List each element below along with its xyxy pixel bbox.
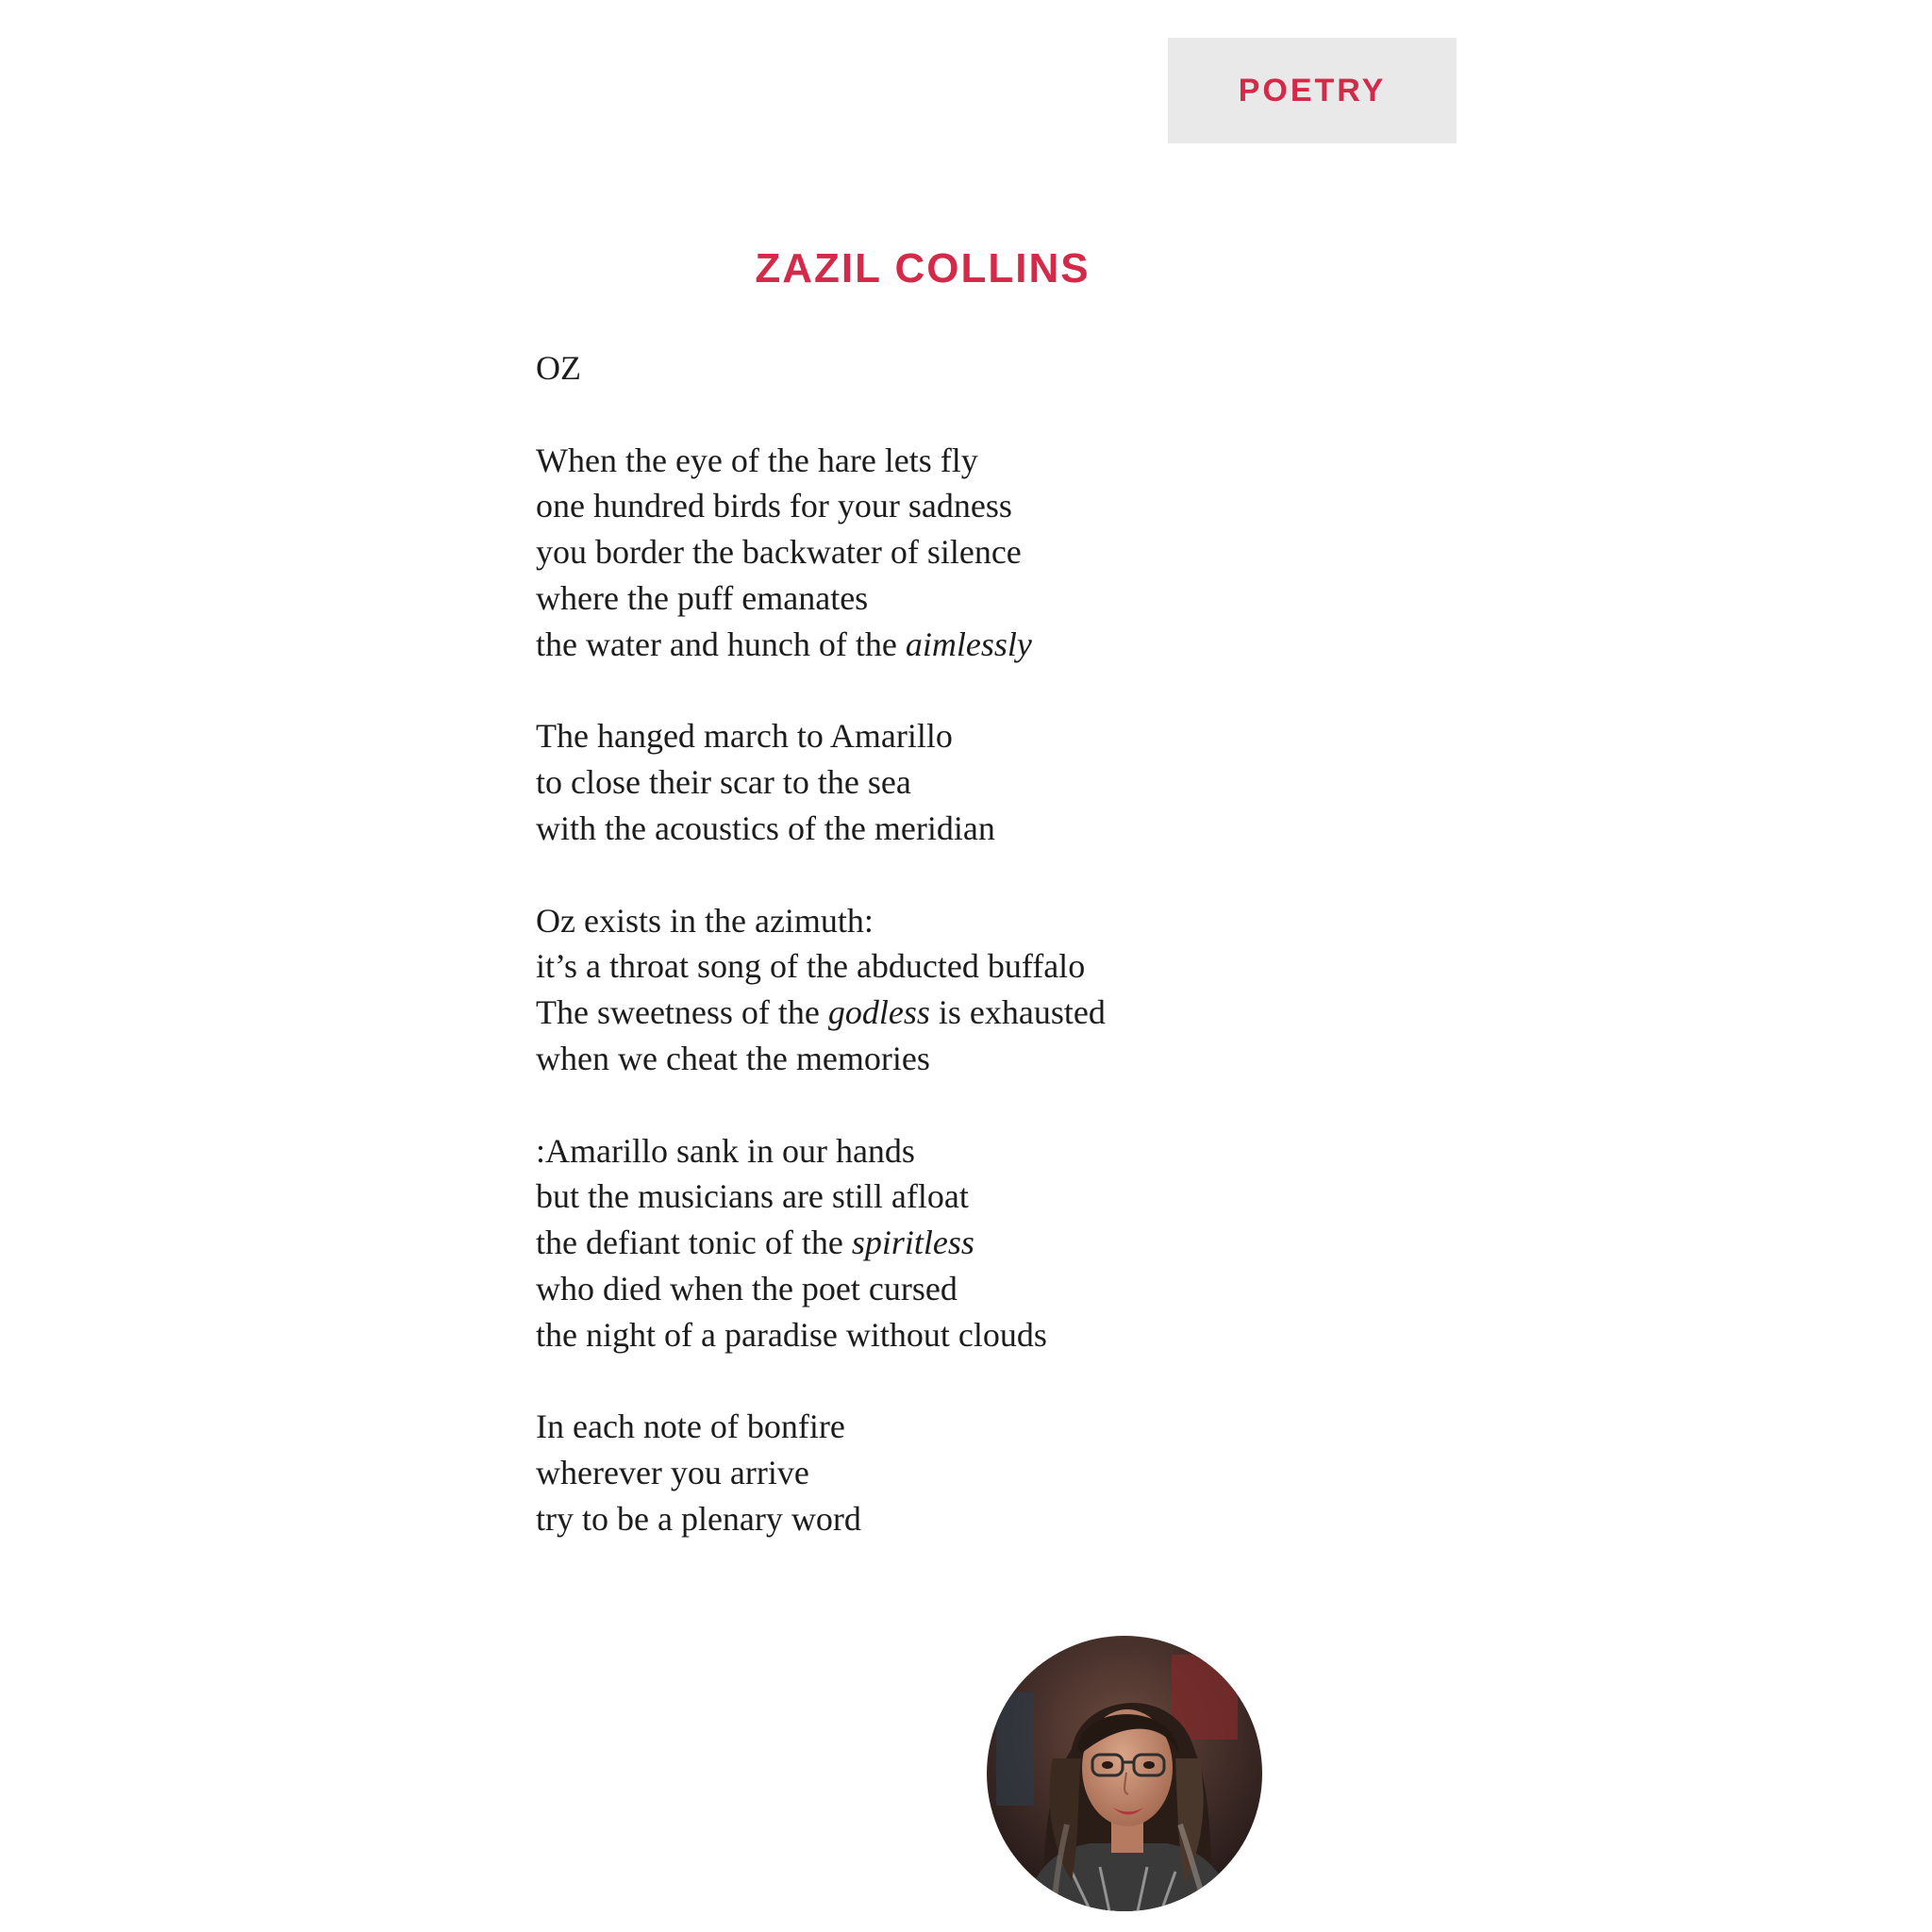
poem-line: to close their scar to the sea — [536, 763, 911, 802]
poem-line: try to be a plenary word — [536, 1499, 861, 1538]
poem — [536, 345, 1479, 1542]
poem-line-text: the defiant tonic of the — [536, 1224, 852, 1262]
poem-italic-word: spiritless — [851, 1224, 974, 1262]
poem-stanza — [536, 1128, 1479, 1358]
poem-line — [536, 1220, 1479, 1266]
poem-stanza — [536, 1404, 1479, 1541]
poem-line-text: the water and hunch of the — [536, 625, 906, 663]
poem-line: where the puff emanates — [536, 578, 869, 617]
poem-line — [536, 990, 1479, 1036]
poem-line-text: The sweetness of the — [536, 993, 828, 1032]
poem-title: OZ — [536, 349, 581, 387]
poem-line-text: is exhausted — [929, 993, 1106, 1032]
category-badge — [1168, 38, 1457, 143]
poem-line: :Amarillo sank in our hands — [536, 1131, 915, 1170]
poem-italic-word: aimlessly — [905, 625, 1032, 663]
poem-italic-word: godless — [827, 993, 930, 1032]
poem-line: the night of a paradise without clouds — [536, 1315, 1047, 1354]
poem-line: In each note of bonfire — [536, 1407, 845, 1446]
poem-line: The hanged march to Amarillo — [536, 717, 953, 756]
poem-line: When the eye of the hare lets fly — [536, 441, 978, 479]
poem-line: who died when the poet cursed — [536, 1269, 958, 1307]
poem-line: with the acoustics of the meridian — [536, 808, 995, 847]
poem-stanza — [536, 713, 1479, 851]
poem-line — [536, 622, 1479, 668]
poem-stanza — [536, 898, 1479, 1082]
poem-line: wherever you arrive — [536, 1454, 809, 1492]
poem-line: it’s a throat song of the abducted buffalo — [536, 947, 1086, 986]
poem-stanza — [536, 438, 1479, 668]
author-photo — [987, 1636, 1262, 1911]
poem-body — [536, 438, 1479, 1542]
poem-line: when we cheat the memories — [536, 1039, 930, 1077]
category-label: POETRY — [1238, 72, 1387, 108]
poem-line: one hundred birds for your sadness — [536, 487, 1012, 525]
poem-line: Oz exists in the azimuth: — [536, 901, 874, 940]
author-portrait-photo — [987, 1636, 1262, 1911]
poem-line: you border the backwater of silence — [536, 533, 1022, 572]
poem-line: but the musicians are still afloat — [536, 1177, 969, 1216]
author-name: ZAZIL COLLINS — [755, 245, 1091, 292]
